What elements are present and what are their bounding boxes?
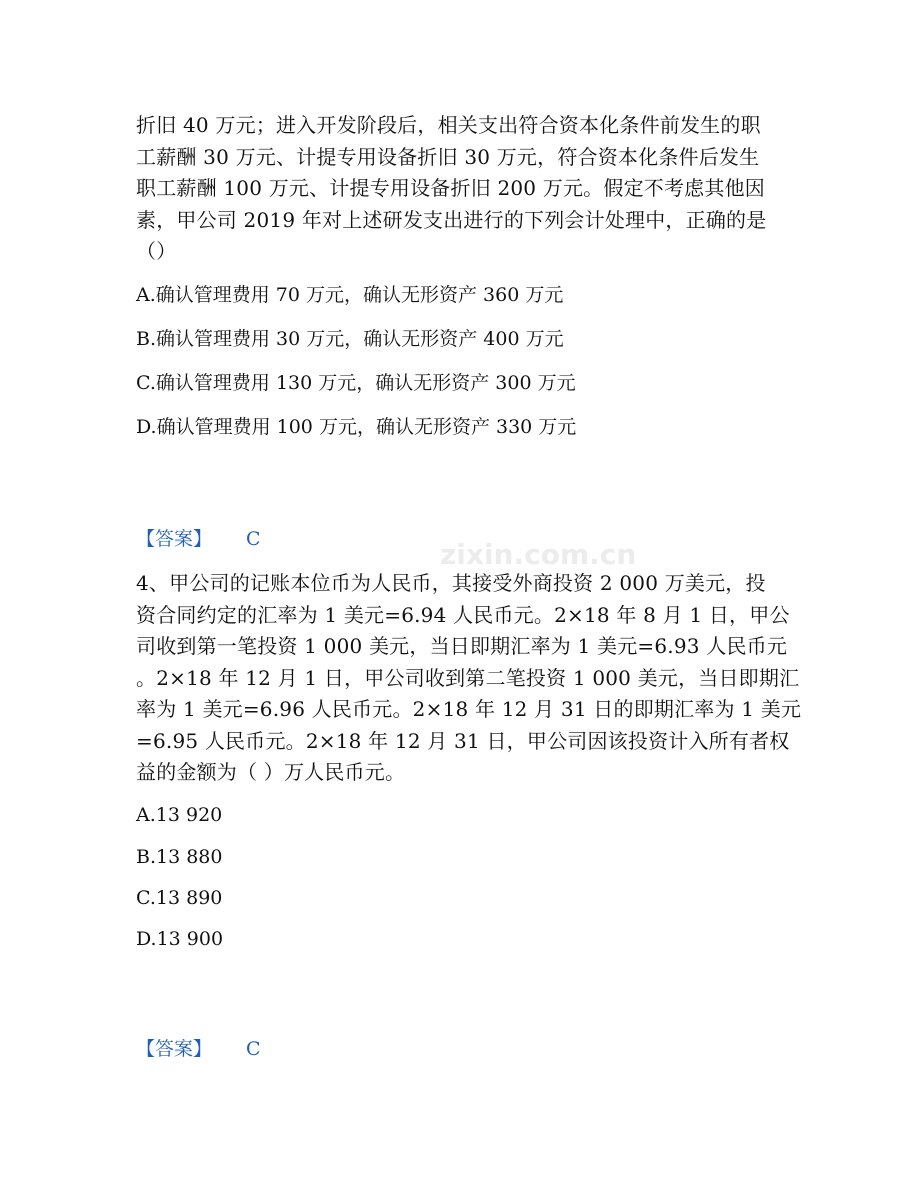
stem-line: 司收到第一笔投资 1 000 美元，当日即期汇率为 1 美元=6.93 人民币元: [136, 634, 788, 658]
stem-line: 工薪酬 30 万元、计提专用设备折旧 30 万元，符合资本化条件后发生: [136, 144, 760, 169]
stem-line: 。2×18 年 12 月 1 日，甲公司收到第二笔投资 1 000 美元，当日即期汇: [136, 665, 800, 690]
stem-line: 折旧 40 万元；进入开发阶段后，相关支出符合资本化条件前发生的职: [136, 113, 761, 137]
question-3-stem: [136, 110, 786, 268]
question-3-option-b: B.确认管理费用 30 万元，确认无形资产 400 万元: [136, 328, 564, 350]
question-4-option-d: D.13 900: [136, 928, 224, 950]
question-3-option-c: C.确认管理费用 130 万元，确认无形资产 300 万元: [136, 372, 576, 394]
stem-line: 4、甲公司的记账本位币为人民币，其接受外商投资 2 000 万美元，投: [136, 571, 766, 595]
answer-value: C: [246, 528, 261, 550]
answer-value: C: [246, 1038, 261, 1060]
question-4-option-c: C.13 890: [136, 887, 223, 909]
stem-line: 率为 1 美元=6.96 人民币元。2×18 年 12 月 31 日的即期汇率为 1 美元: [136, 697, 802, 721]
question-4-stem: [136, 568, 802, 789]
watermark-logo: [440, 540, 680, 570]
stem-line: （）: [136, 239, 177, 263]
stem-line: 资合同约定的汇率为 1 美元=6.94 人民币元。2×18 年 8 月 1 日，甲公: [136, 602, 790, 627]
question-4-option-b: B.13 880: [136, 846, 223, 868]
stem-line: 益的金额为（ ）万人民币元。: [136, 760, 406, 784]
stem-line: 素，甲公司 2019 年对上述研发支出进行的下列会计处理中，正确的是: [136, 207, 767, 232]
answer-label: 【答案】: [136, 1038, 213, 1060]
svg-text:zixin.com.cn: zixin.com.cn: [440, 540, 637, 570]
stem-line: =6.95 人民币元。2×18 年 12 月 31 日，甲公司因该投资计入所有者权: [136, 728, 790, 753]
stem-line: 职工薪酬 100 万元、计提专用设备折旧 200 万元。假定不考虑其他因: [136, 176, 765, 200]
question-4-answer: [136, 1037, 261, 1061]
question-3-answer: [136, 527, 261, 551]
question-4-option-a: A.13 920: [136, 804, 223, 826]
answer-label: 【答案】: [136, 528, 213, 550]
question-3-option-a: A.确认管理费用 70 万元，确认无形资产 360 万元: [136, 284, 564, 306]
question-3-option-d: D.确认管理费用 100 万元，确认无形资产 330 万元: [136, 416, 577, 438]
